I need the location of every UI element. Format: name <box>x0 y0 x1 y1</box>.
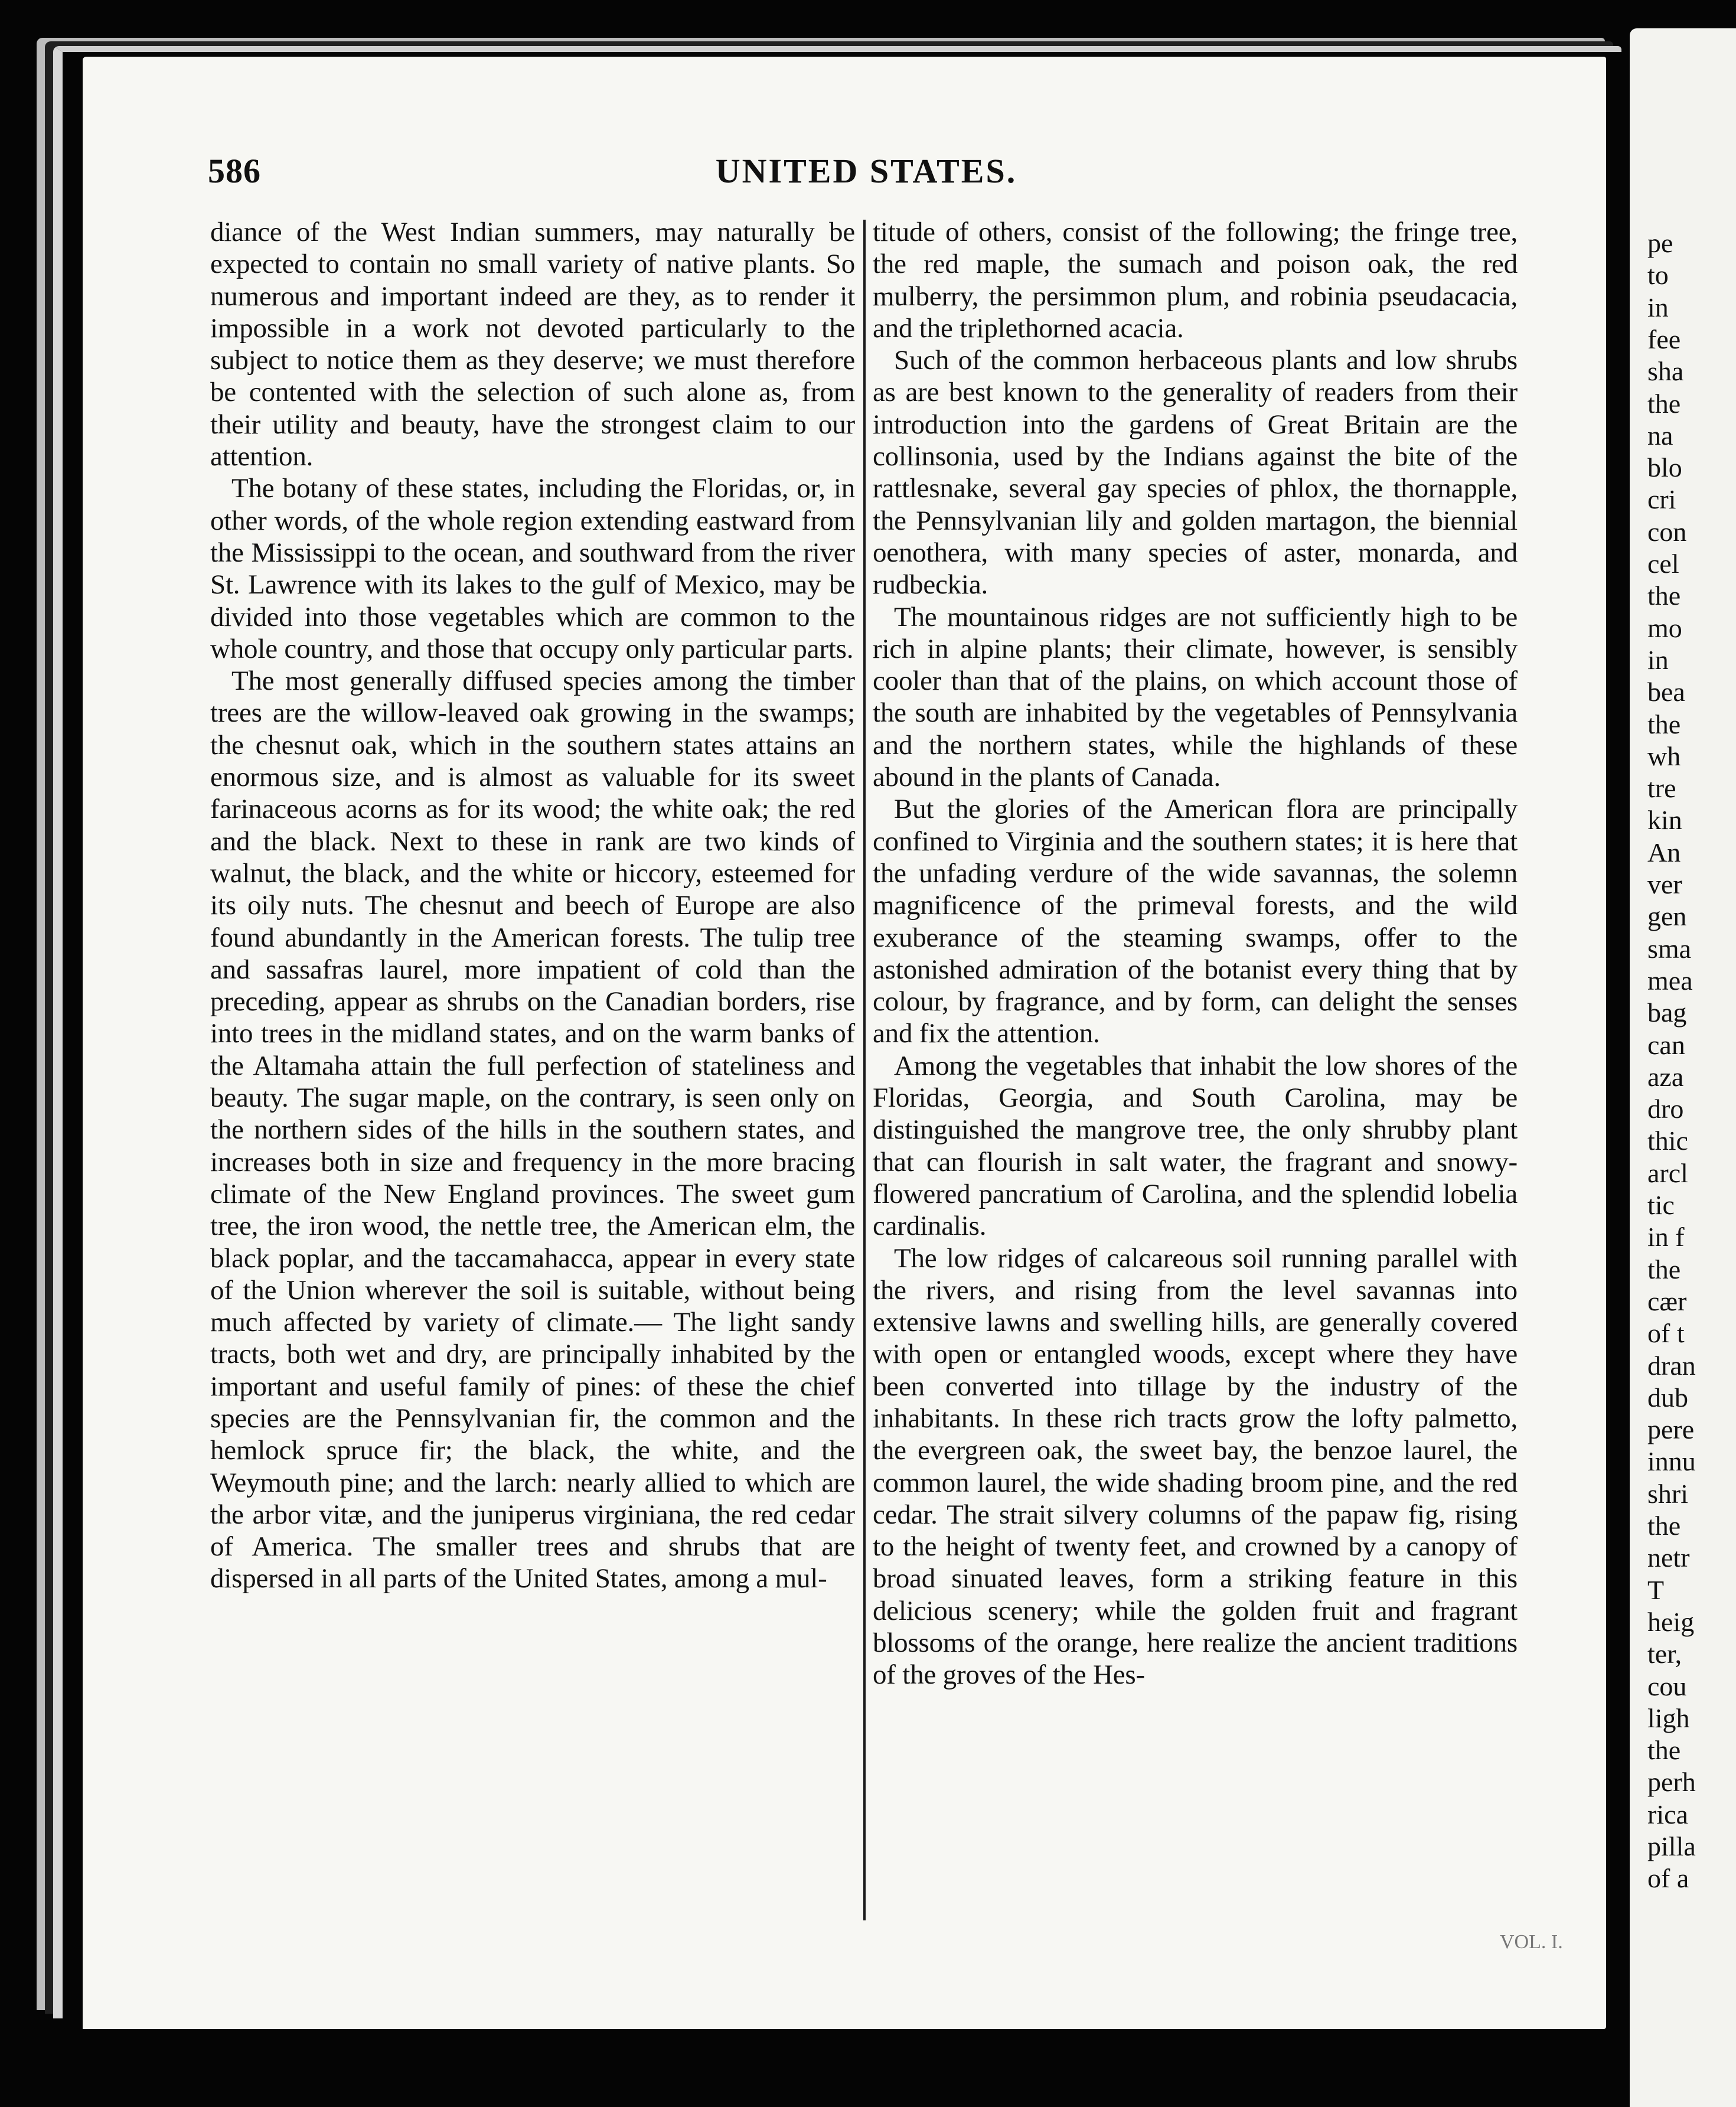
next-page-line: gen <box>1647 901 1687 932</box>
next-page-line: ligh <box>1647 1702 1690 1733</box>
paragraph: Among the vegetables that inhabit the low shores of the Floridas, Georgia, and South Carolina, may be distinguished the mangrove tree, the only shrubby plant that can flourish in salt water, the fragrant and snowy-flowered pancratium of Carolina, and the splendid lobelia cardinalis. <box>873 1050 1518 1242</box>
next-page-line: mea <box>1647 965 1693 996</box>
paragraph: The low ridges of calcareous soil running parallel with the rivers, and rising from the level savannas into extensive lawns and swelling hills, are generally covered with open or entangled woods, except where they have been converted into tillage by the industry of the inhabitants. In these rich tracts grow the lofty palmetto, the evergreen oak, the sweet bay, the benzoe laurel, the common laurel, the wide shading broom pine, and the red cedar. The strait silvery columns of the papaw fig, rising to the height of twenty feet, and crowned by a canopy of broad sinuated leaves, form a striking feature in this delicious scenery; while the golden fruit and fragrant blossoms of the orange, here realize the ancient traditions of the groves of the Hes- <box>873 1242 1518 1691</box>
next-page-line: of a <box>1647 1863 1689 1894</box>
next-page-line: perh <box>1647 1767 1696 1798</box>
next-page-line: aza <box>1647 1061 1684 1092</box>
next-page-line: ver <box>1647 869 1682 899</box>
next-page-line: tic <box>1647 1190 1675 1220</box>
next-page-line: bag <box>1647 997 1687 1028</box>
signature-mark: VOL. I. <box>1500 1931 1563 1953</box>
paragraph: diance of the West Indian summers, may naturally be expected to contain no small variety of native plants. So numerous and important indeed are they, as to render it impossible in a work not devoted particularly to the subject to notice them as they deserve; we must therefore be contented with the selection of such alone as, from their utility and beauty, have the strongest claim to our attention. <box>210 217 855 472</box>
paragraph: But the glories of the American flora are principally confined to Virginia and the southern states; it is here that the unfading verdure of the wide savannas, the solemn magnificence of the primeval forests, and the wild exuberance of the steaming swamps, offer to the astonished admiration of the botanist every thing that by colour, by fragrance, and by form, can delight the senses and fix the attention. <box>873 794 1518 1049</box>
next-page-line: the <box>1647 1735 1681 1766</box>
next-page-line: the <box>1647 388 1681 419</box>
next-page-line: cel <box>1647 549 1679 579</box>
right-column <box>873 216 1518 1691</box>
next-page-line: sha <box>1647 356 1684 387</box>
next-page-line: arcl <box>1647 1157 1688 1188</box>
next-page-line: the <box>1647 580 1681 611</box>
next-page-line: the <box>1647 709 1681 739</box>
paragraph: titude of others, consist of the following; the fringe tree, the red maple, the sumach and poison oak, the red mulberry, the persimmon plum, and robinia pseudacacia, and the triplethorned acacia. <box>873 217 1518 344</box>
next-page-line: dro <box>1647 1094 1684 1124</box>
next-page-line: sma <box>1647 933 1692 964</box>
next-page-line: to <box>1647 260 1669 291</box>
next-page-line: cou <box>1647 1671 1687 1701</box>
next-page-line: in <box>1647 644 1669 675</box>
next-page-line: wh <box>1647 741 1681 771</box>
next-page-line: innu <box>1647 1446 1696 1477</box>
page-number: 586 <box>208 152 261 190</box>
next-page-line: con <box>1647 516 1687 547</box>
next-page-line: the <box>1647 1511 1681 1541</box>
paragraph: The mountainous ridges are not sufficiently high to be rich in alpine plants; their climate, however, is sensibly cooler than that of the plains, on which account those of the south are inhabited by the vegetables of Pennsylvania and the northern states, while the highlands of these abound in the plants of Canada. <box>873 601 1518 793</box>
next-page-line: thic <box>1647 1126 1688 1156</box>
next-page-line: in <box>1647 292 1669 322</box>
next-page-line: dran <box>1647 1350 1696 1381</box>
running-head: UNITED STATES. <box>715 152 1017 190</box>
next-page-line: shri <box>1647 1478 1688 1509</box>
left-column <box>210 216 855 1595</box>
next-page-line: rica <box>1647 1799 1688 1829</box>
next-page-line: bea <box>1647 677 1685 707</box>
next-page-line: of t <box>1647 1318 1685 1349</box>
column-divider <box>863 220 866 1920</box>
next-page-line: dub <box>1647 1382 1688 1413</box>
next-page-line: the <box>1647 1254 1681 1284</box>
next-page-line: pere <box>1647 1414 1695 1445</box>
next-page-line: kin <box>1647 805 1682 836</box>
next-page-line: fee <box>1647 324 1681 354</box>
next-page-line: pe <box>1647 228 1673 258</box>
next-page-line: tre <box>1647 773 1676 804</box>
next-page-line: pilla <box>1647 1831 1696 1861</box>
page-header <box>208 151 1525 198</box>
paragraph: The most generally diffused species among the timber trees are the willow-leaved oak growing in the swamps; the chesnut oak, which in the southern states attains an enormous size, and is almost as valuable for its sweet farinaceous acorns as for its wood; the white oak; the red and the black. Next to these in rank are two kinds of walnut, the black, and the white or hiccory, esteemed for its oily nuts. The chesnut and beech of Europe are also found abundantly in the American forests. The tulip tree and sassafras laurel, more impatient of cold than the preceding, appear as shrubs on the Canadian borders, rise into trees in the midland states, and on the warm banks of the Altamaha attain the full perfection of stateliness and beauty. The sugar maple, on the contrary, is seen only on the northern sides of the hills in the southern states, and increases both in size and frequency in the more bracing climate of the New England provinces. The sweet gum tree, the iron wood, the nettle tree, the American elm, the black poplar, and the taccamahacca, appear in every state of the Union wherever the soil is suitable, without being much affected by variety of climate.— The light sandy tracts, both wet and dry, are principally inhabited by the important and useful family of pines: of these the chief species are the Pennsylvanian fir, the common and the hemlock spruce fir; the black, the white, and the Weymouth pine; and the larch: nearly allied to which are the arbor vitæ, and the juniperus virginiana, the red cedar of America. The smaller trees and shrubs that are dispersed in all parts of the United States, among a mul- <box>210 666 855 1594</box>
next-page-line: cær <box>1647 1286 1687 1316</box>
next-page-line: heig <box>1647 1606 1695 1637</box>
next-page-line: netr <box>1647 1542 1690 1573</box>
paragraph: The botany of these states, including the Floridas, or, in other words, of the whole region extending eastward from the Mississippi to the ocean, and southward from the river St. Lawrence with its lakes to the gulf of Mexico, may be divided into those vegetables which are common to the whole country, and those that occupy only particular parts. <box>210 473 855 664</box>
next-page-line: An <box>1647 837 1681 867</box>
next-page-line: T <box>1647 1574 1665 1605</box>
next-page-line: cri <box>1647 484 1676 515</box>
paragraph: Such of the common herbaceous plants and low shrubs as are best known to the generality of readers from their introduction into the gardens of Great Britain are the collinsonia, used by the Indians against the bite of the rattlesnake, several gay species of phlox, the thornapple, the Pennsylvanian lily and golden martagon, the biennial oenothera, with many species of aster, monarda, and rudbeckia. <box>873 345 1518 601</box>
next-page-line: ter, <box>1647 1639 1682 1669</box>
next-page-line: blo <box>1647 452 1682 483</box>
next-page-line: can <box>1647 1029 1685 1060</box>
next-page-line: mo <box>1647 612 1682 643</box>
next-page-line: in f <box>1647 1222 1685 1253</box>
next-page-line: na <box>1647 420 1673 451</box>
